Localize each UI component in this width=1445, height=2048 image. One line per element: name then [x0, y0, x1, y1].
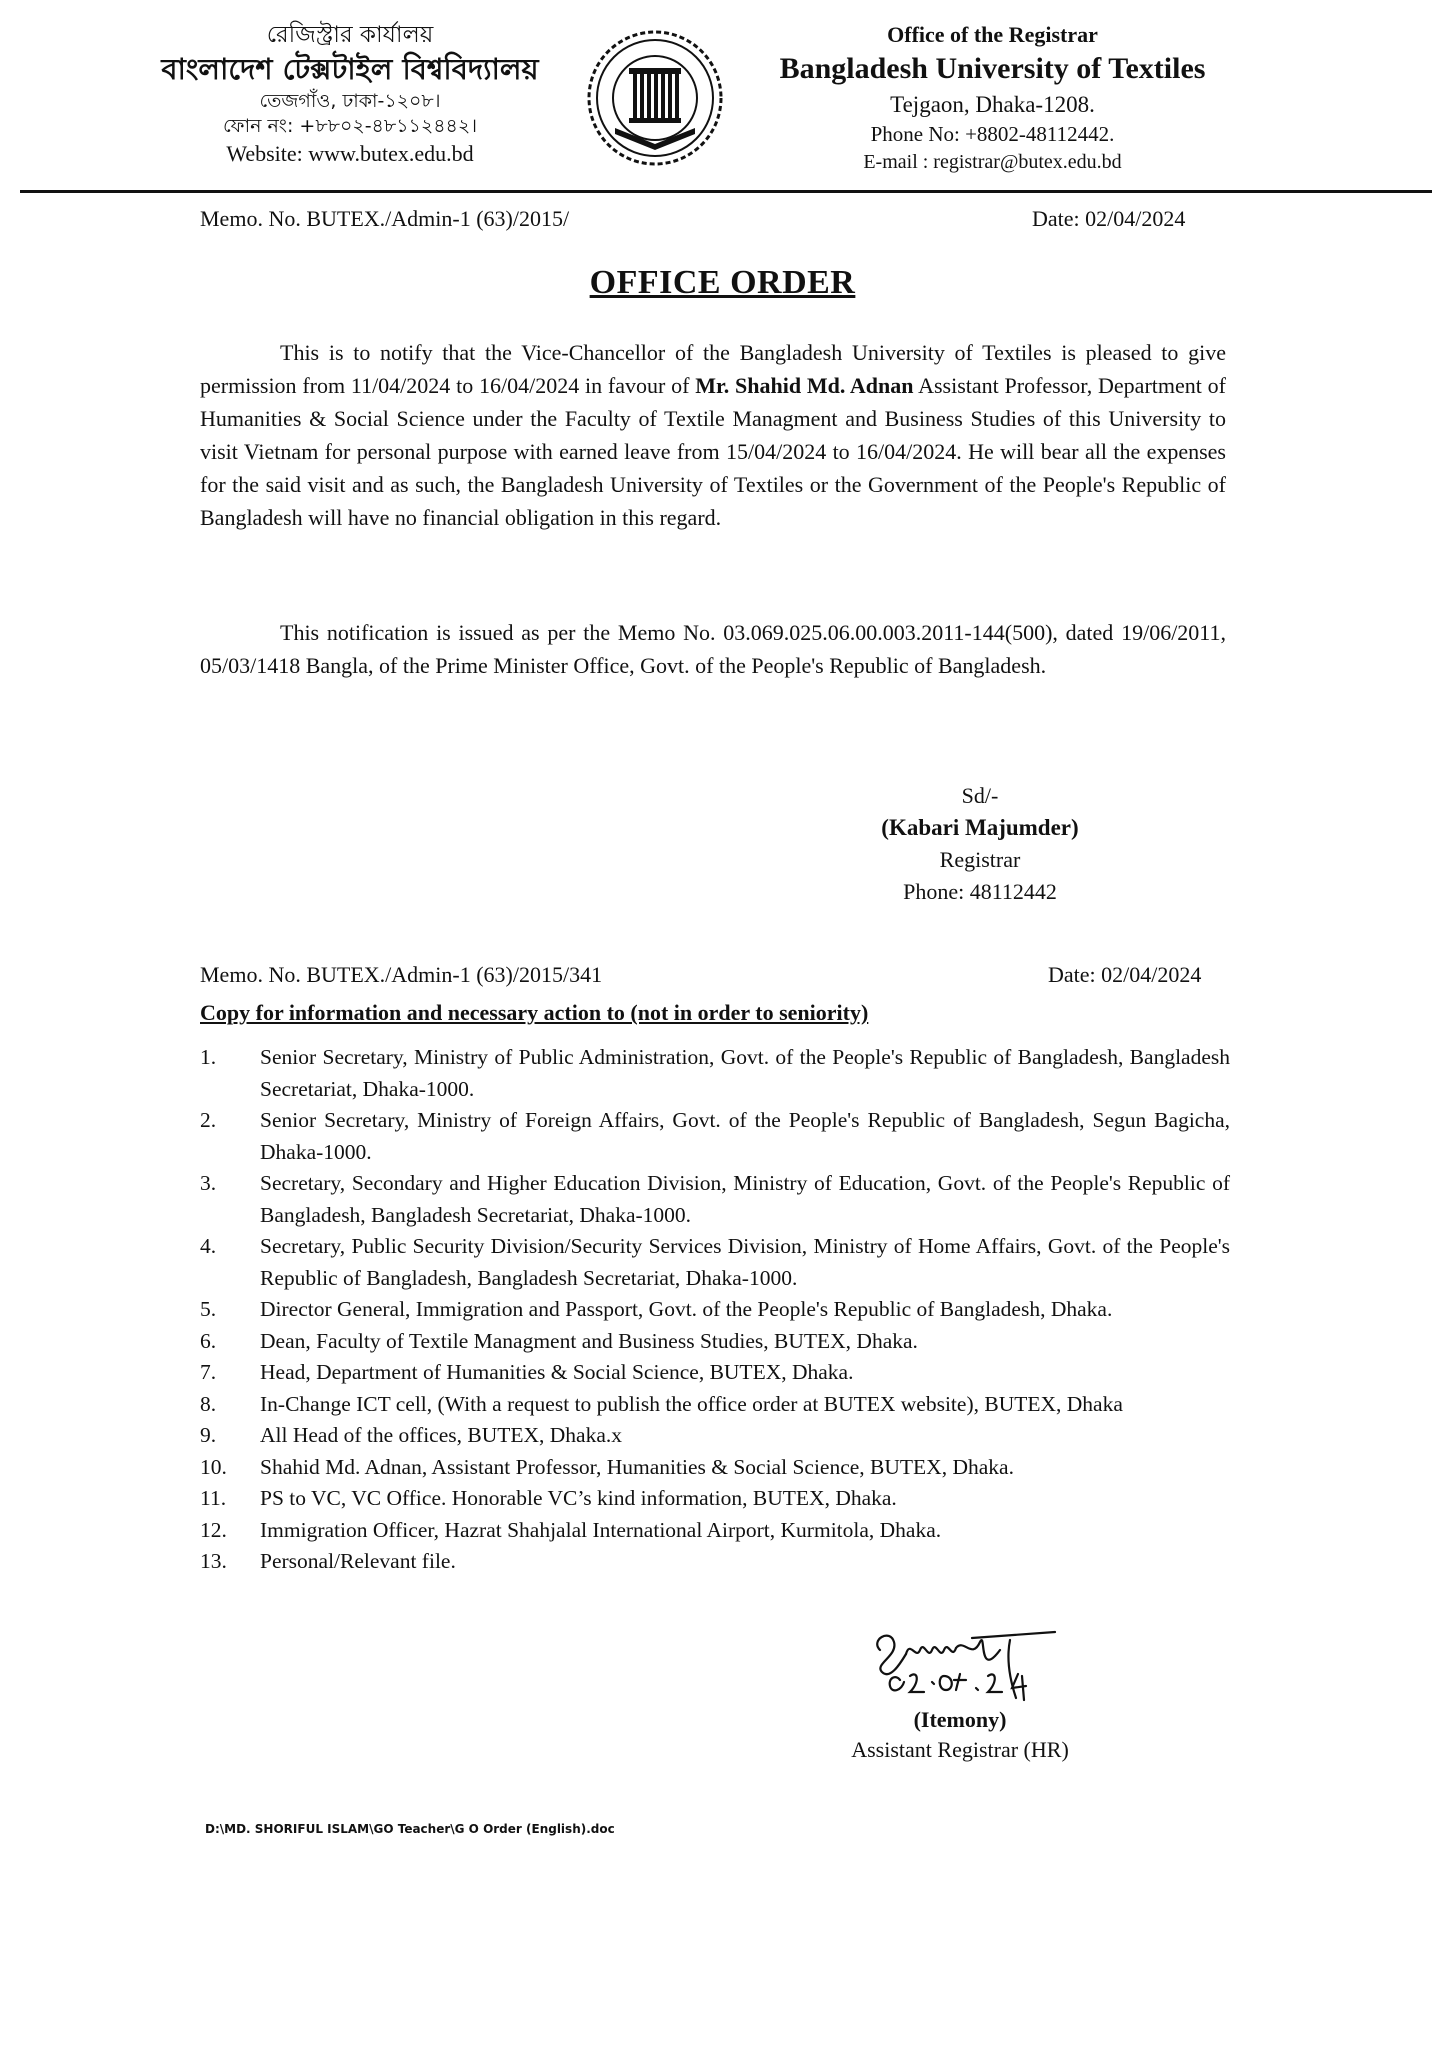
- list-item-number: 3.: [200, 1171, 217, 1195]
- list-item-number: 10.: [200, 1454, 227, 1479]
- list-item-text: Senior Secretary, Ministry of Public Administration, Govt. of the People's Republic of Bangladesh, Bangladesh Secretariat, Dhaka-1000.: [260, 1045, 1230, 1101]
- registrar-signature-block: [855, 780, 1105, 908]
- list-item-text: Secretary, Secondary and Higher Education Division, Ministry of Education, Govt. of the People's Republic of Bangladesh, Bangladesh Secretariat, Dhaka-1000.: [260, 1171, 1230, 1227]
- employee-name: Mr. Shahid Md. Adnan: [695, 373, 914, 398]
- header-divider: [20, 190, 1432, 193]
- assistant-registrar-designation: Assistant Registrar (HR): [851, 1737, 1069, 1762]
- sd-mark: Sd/-: [961, 783, 999, 808]
- notification-paragraph: This notification is issued as per the Memo No. 03.069.025.06.00.003.2011-144(500), dated 19/06/2011, 05/03/1418 Bangla, of the Prime Minister Office, Govt. of the People's Republic of Bangladesh.: [200, 620, 1226, 678]
- list-item-text: Immigration Officer, Hazrat Shahjalal International Airport, Kurmitola, Dhaka.: [260, 1517, 942, 1542]
- list-item: [200, 1105, 1230, 1168]
- list-item: [200, 1294, 1230, 1326]
- list-item-number: 11.: [200, 1486, 227, 1510]
- list-item: [200, 1168, 1230, 1231]
- bangla-phone: ফোন নং: +৮৮০২-৪৮১১২৪৪২।: [222, 114, 478, 137]
- list-item: [200, 1483, 1230, 1515]
- list-item-number: 7.: [200, 1360, 217, 1384]
- list-item-number: 9.: [200, 1423, 217, 1447]
- list-item: [200, 1389, 1230, 1421]
- list-item: [200, 1420, 1230, 1452]
- list-item-text: Director General, Immigration and Passport, Govt. of the People's Republic of Bangladesh, Dhaka.: [260, 1297, 1113, 1321]
- order-text-part2: Assistant Professor, Department of Humanities & Social Science under the Faculty of Textile Managment and Business Studies of this University to visit Vietnam for personal purpose with earned leave from 15/04/2024 to 16/04/2024. He will bear all the expenses for the said visit and as such, the Bangladesh University of Textiles or the Government of the People's Republic of Bangladesh will have no financial obligation in this regard.: [200, 373, 1226, 530]
- list-item-number: 12.: [200, 1517, 227, 1542]
- list-item-text: Shahid Md. Adnan, Assistant Professor, Humanities & Social Science, BUTEX, Dhaka.: [260, 1454, 1014, 1479]
- copy-memo-number: Memo. No. BUTEX./Admin-1 (63)/2015/341: [200, 962, 603, 987]
- bangla-university-name: বাংলাদেশ টেক্সটাইল বিশ্ববিদ্যালয়: [161, 52, 539, 87]
- list-item-number: 13.: [200, 1549, 227, 1573]
- list-item-text: Head, Department of Humanities & Social Science, BUTEX, Dhaka.: [260, 1360, 854, 1384]
- order-paragraph: [200, 336, 1226, 534]
- assistant-registrar-name: (Itemony): [913, 1707, 1007, 1732]
- list-item: [200, 1357, 1230, 1389]
- registrar-name: (Kabari Majumder): [881, 815, 1079, 840]
- order-text-part1: This is to notify that the Vice-Chancellor of the Bangladesh University of Textiles is pleased to give permission from 11/04/2024 to 16/04/2024 in favour of: [200, 340, 1226, 398]
- university-name: Bangladesh University of Textiles: [779, 52, 1206, 86]
- list-item: [200, 1515, 1230, 1547]
- page-title: OFFICE ORDER: [589, 264, 856, 301]
- registrar-designation: Registrar: [939, 847, 1021, 872]
- copy-memo-date: Date: 02/04/2024: [1048, 962, 1202, 987]
- list-item-text: Personal/Relevant file.: [260, 1549, 456, 1573]
- file-path-footer: D:\MD. SHORIFUL ISLAM\GO Teacher\G O Order (English).doc: [205, 1822, 615, 1836]
- list-item-text: Dean, Faculty of Textile Managment and Business Studies, BUTEX, Dhaka.: [260, 1328, 918, 1353]
- university-seal-icon: [585, 28, 725, 168]
- list-item-text: Secretary, Public Security Division/Security Services Division, Ministry of Home Affairs, Govt. of the People's Republic of Bangladesh, Bangladesh Secretariat, Dhaka-1000.: [260, 1234, 1230, 1290]
- email-text: E-mail : registrar@butex.edu.bd: [863, 150, 1122, 173]
- registrar-phone: Phone: 48112442: [903, 879, 1057, 904]
- address-text: Tejgaon, Dhaka-1208.: [890, 91, 1095, 117]
- bangla-office-title: রেজিস্ট্রার কার্যালয়: [266, 22, 434, 48]
- bangla-address: তেজগাঁও, ঢাকা-১২০৮।: [259, 89, 441, 112]
- list-item: [200, 1452, 1230, 1484]
- list-item-number: 8.: [200, 1391, 217, 1416]
- list-item-number: 2.: [200, 1108, 217, 1132]
- list-item-number: 4.: [200, 1234, 217, 1258]
- list-item-text: In-Change ICT cell, (With a request to publish the office order at BUTEX website), BUTEX, Dhaka: [260, 1391, 1123, 1416]
- handwritten-signature-icon: [860, 1620, 1070, 1715]
- phone-text: Phone No: +8802-48112442.: [870, 122, 1115, 147]
- list-item-text: PS to VC, VC Office. Honorable VC’s kind information, BUTEX, Dhaka.: [260, 1486, 897, 1510]
- list-item-text: Senior Secretary, Ministry of Foreign Affairs, Govt. of the People's Republic of Bangladesh, Segun Bagicha, Dhaka-1000.: [260, 1108, 1230, 1164]
- memo-number: Memo. No. BUTEX./Admin-1 (63)/2015/: [200, 206, 570, 231]
- assistant-registrar-signature-block: [820, 1705, 1100, 1765]
- copy-heading: Copy for information and necessary action to (not in order to seniority): [200, 1000, 869, 1025]
- list-item-text: All Head of the offices, BUTEX, Dhaka.x: [260, 1423, 623, 1447]
- list-item: [200, 1546, 1230, 1578]
- header-english-block: [755, 20, 1230, 175]
- header-bangla-block: [160, 20, 540, 168]
- list-item: [200, 1326, 1230, 1358]
- website-text: Website: www.butex.edu.bd: [226, 140, 474, 166]
- list-item-number: 6.: [200, 1328, 217, 1353]
- list-item-number: 5.: [200, 1297, 217, 1321]
- copy-recipient-list: [200, 1042, 1230, 1578]
- list-item: [200, 1231, 1230, 1294]
- list-item-number: 1.: [200, 1045, 217, 1069]
- office-title: Office of the Registrar: [887, 22, 1098, 47]
- list-item: [200, 1042, 1230, 1105]
- memo-date: Date: 02/04/2024: [1032, 206, 1186, 231]
